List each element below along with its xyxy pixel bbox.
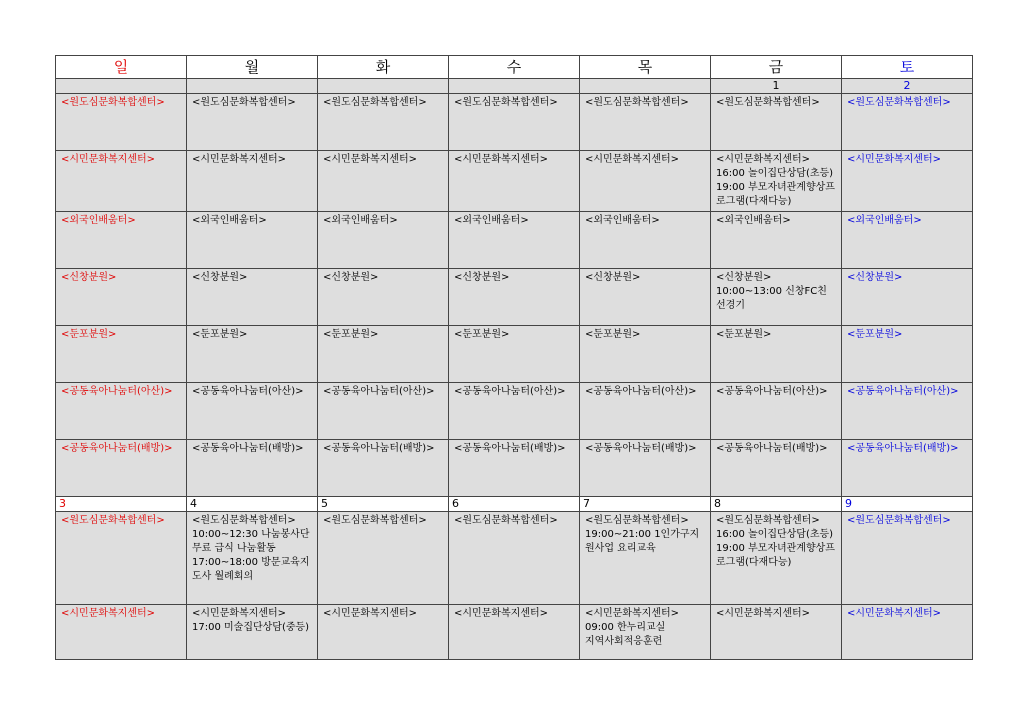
day-cell (711, 512, 842, 605)
schedule-row (56, 326, 973, 383)
schedule-entry: <원도심문화복합센터> (323, 515, 427, 526)
schedule-entry: <외국인배움터> (192, 215, 267, 226)
day-cell (580, 440, 711, 497)
day-cell (187, 605, 318, 660)
day-cell (56, 383, 187, 440)
schedule-entry: <둔포분원> (716, 329, 772, 340)
schedule-entry: <둔포분원> (847, 329, 903, 340)
schedule-entry: <공동육아나눔터(아산)> (61, 386, 173, 397)
day-cell (56, 440, 187, 497)
schedule-entry: <시민문화복지센터> (192, 154, 287, 165)
day-cell (580, 94, 711, 151)
day-cell (711, 326, 842, 383)
schedule-entry: <원도심문화복합센터> (847, 97, 951, 108)
schedule-entry: <신창분원> (585, 272, 641, 283)
schedule-entry: <시민문화복지센터> 16:00 놀이집단상담(초등) 19:00 부모자녀관계향상프로그램(다재다능) (716, 154, 835, 207)
date-number (318, 79, 449, 94)
date-row (56, 497, 973, 512)
schedule-entry: <외국인배움터> (454, 215, 529, 226)
weekday-sat: 토 (842, 56, 973, 79)
date-number: 9 (842, 497, 973, 512)
day-cell (580, 269, 711, 326)
day-cell (580, 512, 711, 605)
weekday-header-row (56, 56, 973, 79)
schedule-entry: <공동육아나눔터(배방)> (61, 443, 173, 454)
schedule-entry: <신창분원> (847, 272, 903, 283)
schedule-entry: <신창분원> (454, 272, 510, 283)
schedule-entry: <둔포분원> (585, 329, 641, 340)
schedule-entry: <신창분원> (323, 272, 379, 283)
day-cell (842, 151, 973, 212)
weekday-thu: 목 (580, 56, 711, 79)
day-cell (56, 94, 187, 151)
day-cell (187, 512, 318, 605)
day-cell (842, 94, 973, 151)
date-number: 6 (449, 497, 580, 512)
schedule-entry: <공동육아나눔터(아산)> (192, 386, 304, 397)
schedule-entry: <시민문화복지센터> (847, 154, 942, 165)
day-cell (580, 212, 711, 269)
day-cell (187, 326, 318, 383)
schedule-entry: <공동육아나눔터(아산)> (454, 386, 566, 397)
day-cell (449, 383, 580, 440)
schedule-row (56, 605, 973, 660)
schedule-entry: <공동육아나눔터(배방)> (716, 443, 828, 454)
day-cell (56, 269, 187, 326)
schedule-entry: <공동육아나눔터(배방)> (323, 443, 435, 454)
day-cell (842, 269, 973, 326)
schedule-entry: <시민문화복지센터> (716, 608, 811, 619)
date-number: 7 (580, 497, 711, 512)
day-cell (318, 383, 449, 440)
day-cell (318, 440, 449, 497)
schedule-entry: <외국인배움터> (847, 215, 922, 226)
day-cell (318, 151, 449, 212)
schedule-entry: <시민문화복지센터> 17:00 미술집단상담(중등) (192, 608, 310, 633)
schedule-entry: <시민문화복지센터> (61, 154, 156, 165)
schedule-entry: <시민문화복지센터> (454, 608, 549, 619)
schedule-entry: <둔포분원> (61, 329, 117, 340)
day-cell (56, 512, 187, 605)
date-number (580, 79, 711, 94)
schedule-entry: <외국인배움터> (323, 215, 398, 226)
day-cell (449, 94, 580, 151)
schedule-entry: <공동육아나눔터(아산)> (323, 386, 435, 397)
schedule-entry: <원도심문화복합센터> (61, 515, 165, 526)
date-number: 1 (711, 79, 842, 94)
schedule-row (56, 440, 973, 497)
day-cell (187, 383, 318, 440)
schedule-entry: <공동육아나눔터(아산)> (716, 386, 828, 397)
schedule-entry: <둔포분원> (454, 329, 510, 340)
date-number (449, 79, 580, 94)
day-cell (580, 326, 711, 383)
day-cell (449, 605, 580, 660)
schedule-entry: <원도심문화복합센터> (323, 97, 427, 108)
schedule-entry: <외국인배움터> (585, 215, 660, 226)
schedule-entry: <시민문화복지센터> (585, 154, 680, 165)
day-cell (449, 326, 580, 383)
weekday-wed: 수 (449, 56, 580, 79)
weekday-fri: 금 (711, 56, 842, 79)
day-cell (711, 94, 842, 151)
day-cell (580, 605, 711, 660)
schedule-entry: <외국인배움터> (716, 215, 791, 226)
weekday-mon: 월 (187, 56, 318, 79)
day-cell (318, 326, 449, 383)
schedule-entry: <공동육아나눔터(배방)> (192, 443, 304, 454)
day-cell (56, 151, 187, 212)
schedule-row (56, 151, 973, 212)
date-row (56, 79, 973, 94)
date-number: 3 (56, 497, 187, 512)
day-cell (580, 383, 711, 440)
day-cell (711, 440, 842, 497)
schedule-entry: <원도심문화복합센터> (61, 97, 165, 108)
day-cell (842, 383, 973, 440)
schedule-row (56, 94, 973, 151)
schedule-row (56, 512, 973, 605)
schedule-entry: <시민문화복지센터> (323, 608, 418, 619)
day-cell (56, 212, 187, 269)
weekday-tue: 화 (318, 56, 449, 79)
day-cell (318, 605, 449, 660)
schedule-entry: <공동육아나눔터(배방)> (847, 443, 959, 454)
schedule-entry: <원도심문화복합센터> 19:00~21:00 1인가구지원사업 요리교육 (585, 515, 700, 554)
schedule-entry: <둔포분원> (323, 329, 379, 340)
schedule-entry: <신창분원> (192, 272, 248, 283)
day-cell (187, 212, 318, 269)
week-2 (56, 497, 973, 660)
schedule-entry: <원도심문화복합센터> (847, 515, 951, 526)
schedule-entry: <시민문화복지센터> (454, 154, 549, 165)
day-cell (842, 326, 973, 383)
week-1 (56, 79, 973, 497)
day-cell (187, 94, 318, 151)
date-number: 5 (318, 497, 449, 512)
schedule-entry: <원도심문화복합센터> 10:00~12:30 나눔봉사단 무료 급식 나눔활동 17:00~18:00 방문교육지도사 월례회의 (192, 515, 310, 582)
day-cell (842, 512, 973, 605)
schedule-row (56, 212, 973, 269)
day-cell (187, 440, 318, 497)
schedule-entry: <신창분원> (61, 272, 117, 283)
day-cell (449, 269, 580, 326)
day-cell (56, 605, 187, 660)
date-number (56, 79, 187, 94)
schedule-entry: <공동육아나눔터(아산)> (847, 386, 959, 397)
schedule-entry: <원도심문화복합센터> (192, 97, 296, 108)
day-cell (711, 605, 842, 660)
schedule-entry: <원도심문화복합센터> (454, 515, 558, 526)
date-number: 2 (842, 79, 973, 94)
schedule-entry: <원도심문화복합센터> (585, 97, 689, 108)
schedule-row (56, 269, 973, 326)
day-cell (711, 269, 842, 326)
day-cell (711, 151, 842, 212)
schedule-entry: <시민문화복지센터> 09:00 한누리교실 지역사회적응훈련 (585, 608, 680, 647)
date-number (187, 79, 318, 94)
day-cell (711, 212, 842, 269)
schedule-entry: <공동육아나눔터(아산)> (585, 386, 697, 397)
schedule-entry: <신창분원> 10:00~13:00 신창FC친선경기 (716, 272, 827, 311)
schedule-entry: <공동육아나눔터(배방)> (454, 443, 566, 454)
schedule-row (56, 383, 973, 440)
schedule-entry: <시민문화복지센터> (323, 154, 418, 165)
calendar-table (55, 55, 973, 660)
day-cell (187, 151, 318, 212)
day-cell (580, 151, 711, 212)
schedule-entry: <공동육아나눔터(배방)> (585, 443, 697, 454)
day-cell (318, 94, 449, 151)
schedule-entry: <원도심문화복합센터> (454, 97, 558, 108)
day-cell (449, 512, 580, 605)
day-cell (56, 326, 187, 383)
day-cell (187, 269, 318, 326)
day-cell (842, 212, 973, 269)
day-cell (449, 440, 580, 497)
day-cell (711, 383, 842, 440)
day-cell (842, 440, 973, 497)
schedule-entry: <원도심문화복합센터> 16:00 놀이집단상담(초등) 19:00 부모자녀관계향상프로그램(다재다능) (716, 515, 835, 568)
schedule-entry: <원도심문화복합센터> (716, 97, 820, 108)
day-cell (842, 605, 973, 660)
schedule-entry: <외국인배움터> (61, 215, 136, 226)
day-cell (318, 269, 449, 326)
day-cell (449, 212, 580, 269)
day-cell (318, 212, 449, 269)
day-cell (449, 151, 580, 212)
schedule-entry: <시민문화복지센터> (61, 608, 156, 619)
date-number: 4 (187, 497, 318, 512)
schedule-entry: <둔포분원> (192, 329, 248, 340)
weekday-sun: 일 (56, 56, 187, 79)
schedule-entry: <시민문화복지센터> (847, 608, 942, 619)
day-cell (318, 512, 449, 605)
date-number: 8 (711, 497, 842, 512)
